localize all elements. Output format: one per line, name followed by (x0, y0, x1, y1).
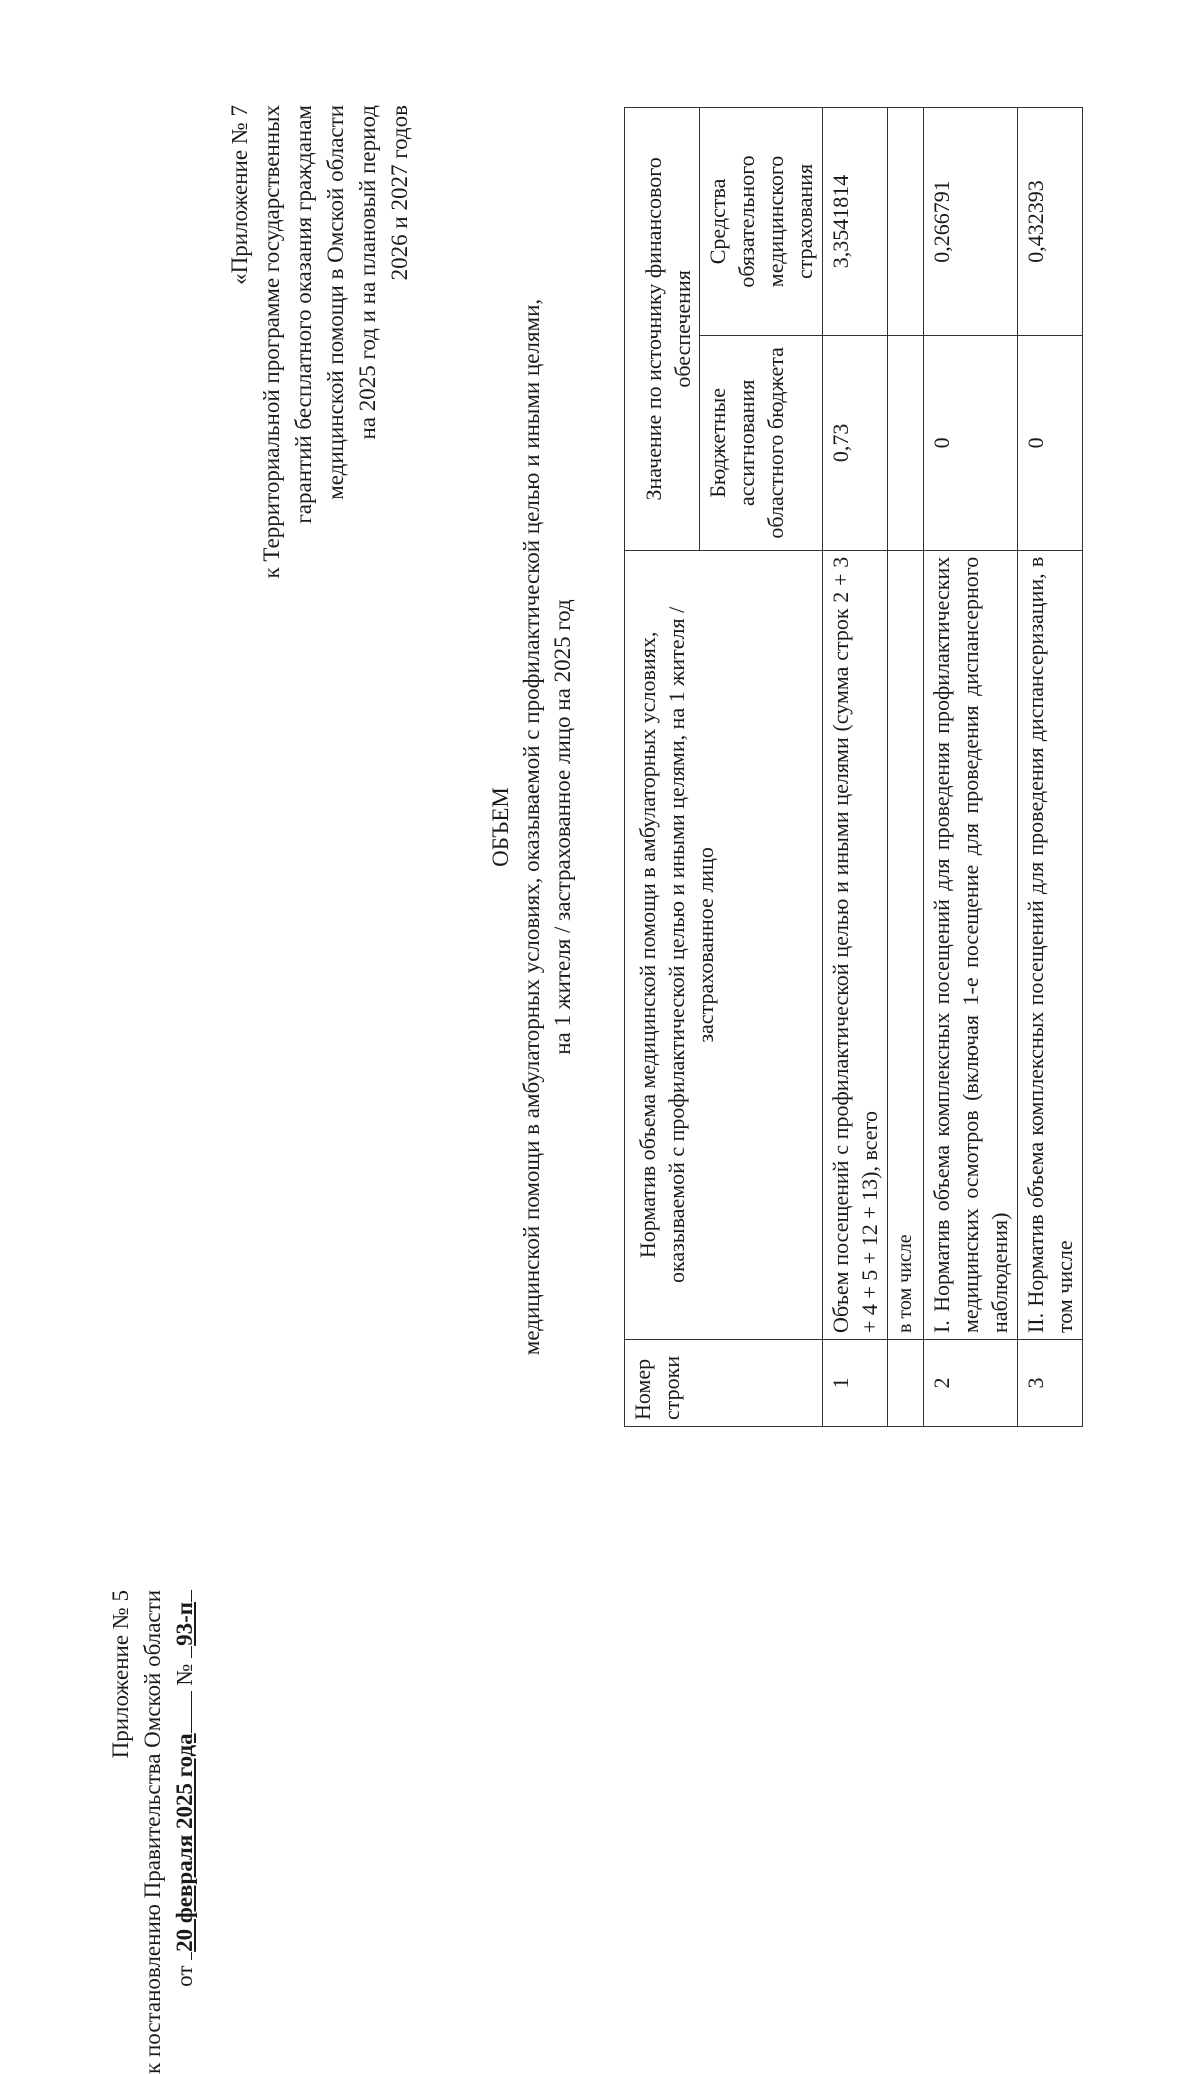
table-row (1018, 108, 1083, 1427)
header-oms: Средства обязательного медицинского страхования (700, 108, 823, 336)
appendix7-line5: 2026 и 2027 годов (387, 105, 412, 281)
table-header-row (625, 108, 700, 1427)
title-line2: на 1 жителя / застрахованное лицо на 2025 год (550, 599, 575, 1055)
number-blank (191, 1646, 192, 1658)
appendix7-line2: гарантий бесплатного оказания гражданам (291, 105, 316, 524)
resolution-number: 93-п (172, 1602, 197, 1646)
resolution-header (105, 1590, 201, 2074)
row-oms: 0,432393 (1018, 108, 1083, 336)
row-budget (888, 335, 924, 550)
date-prefix: от (172, 1965, 197, 1987)
document-title (485, 177, 578, 1477)
row-number: 3 (1018, 1340, 1083, 1427)
resolution-date-line (169, 1590, 201, 2074)
header-source-group: Значение по источнику финансового обеспечения (625, 108, 700, 551)
appendix7-block (224, 105, 416, 1697)
row-text: в том числе (888, 550, 924, 1339)
row-budget: 0 (924, 335, 1018, 550)
row-number: 1 (823, 1340, 888, 1427)
row-oms (888, 108, 924, 336)
header-indicator: Норматив объема медицинской помощи в амбулаторных условиях, оказываемой с профилактической целью и иными целями, на 1 жителя / застрахованное лицо (625, 550, 823, 1339)
header-row-number: Номер строки (625, 1340, 823, 1427)
row-oms: 0,266791 (924, 108, 1018, 336)
row-number (888, 1340, 924, 1427)
title-line1: медицинской помощи в амбулаторных условиях, оказываемой с профилактической целью и иными целями, (519, 298, 544, 1356)
row-budget: 0,73 (823, 335, 888, 550)
row-number: 2 (924, 1340, 1018, 1427)
resolution-ref: к постановлению Правительства Омской области (140, 1590, 165, 2074)
number-blank-after (191, 1590, 192, 1602)
appendix7-line3: медицинской помощи в Омской области (323, 105, 348, 500)
table-row (823, 108, 888, 1427)
row-text: II. Норматив объема комплексных посещений для проведения диспансеризации, в том числе (1018, 550, 1083, 1339)
appendix7-line1: к Территориальной программе государственных (259, 105, 284, 579)
appendix7-label: «Приложение № 7 (227, 105, 252, 285)
table-row (924, 108, 1018, 1427)
number-prefix: № (172, 1663, 197, 1686)
resolution-date: 20 февраля 2025 года (172, 1733, 197, 1952)
row-text: I. Норматив объема комплексных посещений для проведения профилактических медицинских осмотров (включая 1-е посещение для проведения диспансерного наблюдения) (924, 550, 1018, 1339)
volume-table (624, 107, 1083, 1427)
appendix7-line4: на 2025 год и на плановый период (355, 105, 380, 440)
appendix-label: Приложение № 5 (108, 1590, 133, 1759)
row-budget: 0 (1018, 335, 1083, 550)
header-budget: Бюджетные ассигнования областного бюджета (700, 335, 823, 550)
row-text: Объем посещений с профилактической целью и иными целями (сумма строк 2 + 3 + 4 + 5 + 12 + 13), всего (823, 550, 888, 1339)
date-blank (191, 1952, 192, 1960)
table-row (888, 108, 924, 1427)
title-main: ОБЪЕМ (488, 787, 513, 867)
row-oms: 3,3541814 (823, 108, 888, 336)
date-blank-after (191, 1691, 192, 1733)
